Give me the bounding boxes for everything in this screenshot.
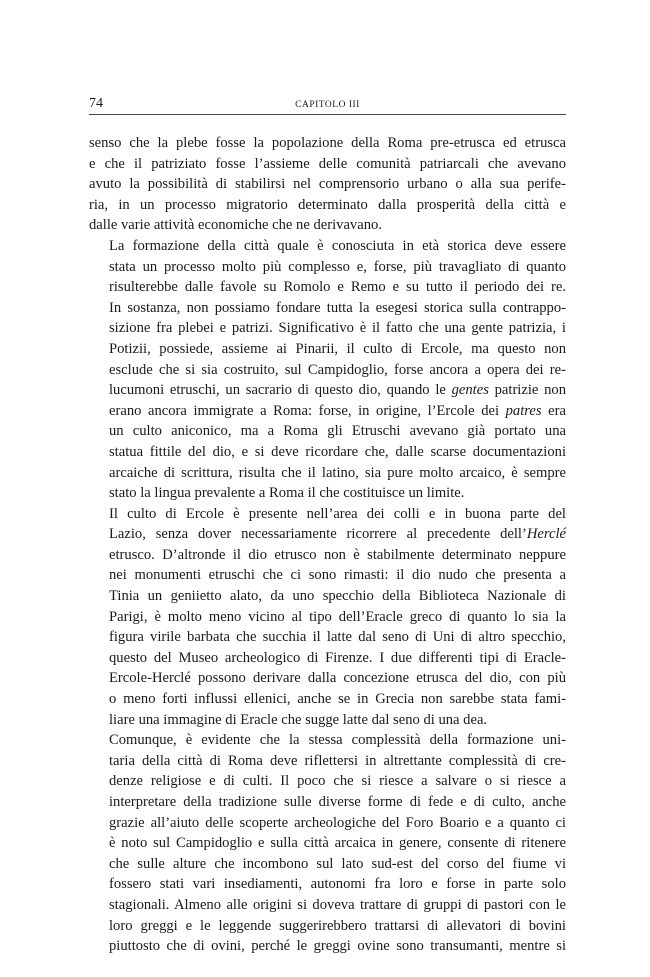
text-line: interpretare della tradizione sulle diverse forme di fede e di culto, anche [109,794,566,810]
text-line: lucumoni etruschi, un sacrario di questo dio, quando le gentes patrizie non [109,382,566,399]
running-head: CAPITOLO III [295,100,360,110]
text-line: un culto aniconico, ma a Roma gli Etruschi avevano già portato una [109,423,566,440]
text-line: avuto la possibilità di stabilirsi nel comprensorio urbano o alla sua perife- [89,176,566,193]
page-body [89,133,566,957]
text-line: figura virile barbata che succhia il latte dal seno di Uni di altro specchio, [109,629,566,646]
text-line: grazie all’aiuto delle scoperte archeologiche del Foro Boario e a quanto ci [109,814,566,831]
text-line: Parigi, è molto meno vicino al tipo dell’Eracle greco di quanto lo sia la [109,608,566,625]
text-line: fossero stati vari insediamenti, autonomi fra loro e forse in parte solo [109,876,566,893]
italic-term: patres [505,402,542,419]
text-line: Lazio, senza dover necessariamente ricorrere al precedente dell’Herclé [109,526,566,543]
text-line: che sulle alture che incombono sul lato sud-est del corso del fiume vi [109,855,566,872]
paragraph-4 [89,730,566,957]
text-line: etrusco. D’altronde il dio etrusco non è stabilmente determinato neppure [109,546,566,563]
text-line: statua fittile del dio, e si deve ricordare che, dalle scarse documentazioni [109,443,566,460]
text-line: loro greggi e le leggende suggerirebbero trattarsi di allevatori di bovini [109,917,566,934]
text-line: risulterebbe dalle favole su Romolo e Remo e su tutto il periodo dei re. [109,279,566,296]
text-line: arcaiche di scrittura, risulta che il latino, sia pure molto arcaico, è sempre [109,464,566,481]
text-line: stagionali. Almeno alle origini si doveva trattare di gruppi di pastori con le [109,896,566,913]
text-line: denze religiose e di culti. Il poco che si riesce a salvare o si riesce a [109,773,566,790]
paragraph-1 [89,133,566,236]
text-line: senso che la plebe fosse la popolazione della Roma pre-etrusca ed etrusca [89,135,566,151]
text-line: ria, in un processo migratorio determinato dalla prosperità della città e [89,196,566,213]
text-line: In sostanza, non possiamo fondare tutta la esegesi storica sulla contrappo- [109,299,566,316]
text-line: Ercole-Herclé possono derivare dalla concezione etrusca del dio, con più [109,670,566,687]
text-line: e che il patriziato fosse l’assieme delle comunità patriarcali che avevano [89,155,566,172]
text-line: stata un processo molto più complesso e, forse, più travagliato di quanto [109,258,566,275]
page-header [89,96,566,115]
italic-term: gentes [451,382,489,399]
text-line: sizione fra plebei e patrizi. Significativo è il fatto che una gente patrizia, i [109,320,566,337]
text-line: Il culto di Ercole è presente nell’area dei colli e in buona parte del [109,505,566,522]
text-line: Comunque, è evidente che la stessa complessità della formazione uni- [109,732,566,749]
text-line: erano ancora immigrate a Roma: forse, in origine, l’Ercole dei patres era [109,402,566,419]
text-line: Potizii, possiede, assieme ai Pinarii, il culto di Ercole, ma questo non [109,340,566,357]
text-line: La formazione della città quale è conosciuta in età storica deve essere [109,237,566,254]
italic-term: Herclé [526,526,566,543]
text-line: taria della città di Roma deve riflettersi in altrettante complessità di cre- [109,752,566,769]
book-page [89,96,566,957]
page-number: 74 [89,96,103,111]
text-line: esclude che si sia costruito, sul Campidoglio, forse ancora a opera dei re- [109,361,566,378]
text-line: dalle varie attività economiche che ne derivavano. [89,217,382,234]
paragraph-3 [89,504,566,731]
text-line: nei monumenti etruschi che ci sono rimasti: il dio nudo che presenta a [109,567,566,584]
paragraph-2 [89,236,566,504]
text-line: liare una immagine di Eracle che sugge latte dal seno di una dea. [109,711,488,728]
text-line: questo del Museo archeologico di Firenze. I due differenti tipi di Eracle- [109,649,566,666]
text-line: stato la lingua prevalente a Roma il che costituisce un limite. [109,485,465,502]
text-line: piuttosto che di ovini, perché le greggi ovine sono transumanti, mentre si [109,938,566,955]
text-line: o meno forti influssi ellenici, anche se in Grecia non sarebbe stata fami- [109,691,566,708]
text-line: è noto sul Campidoglio e sulla città arcaica in genere, consente di ritenere [109,835,566,852]
text-line: Tinia un geniietto alato, da uno specchio della Biblioteca Nazionale di [109,588,566,605]
